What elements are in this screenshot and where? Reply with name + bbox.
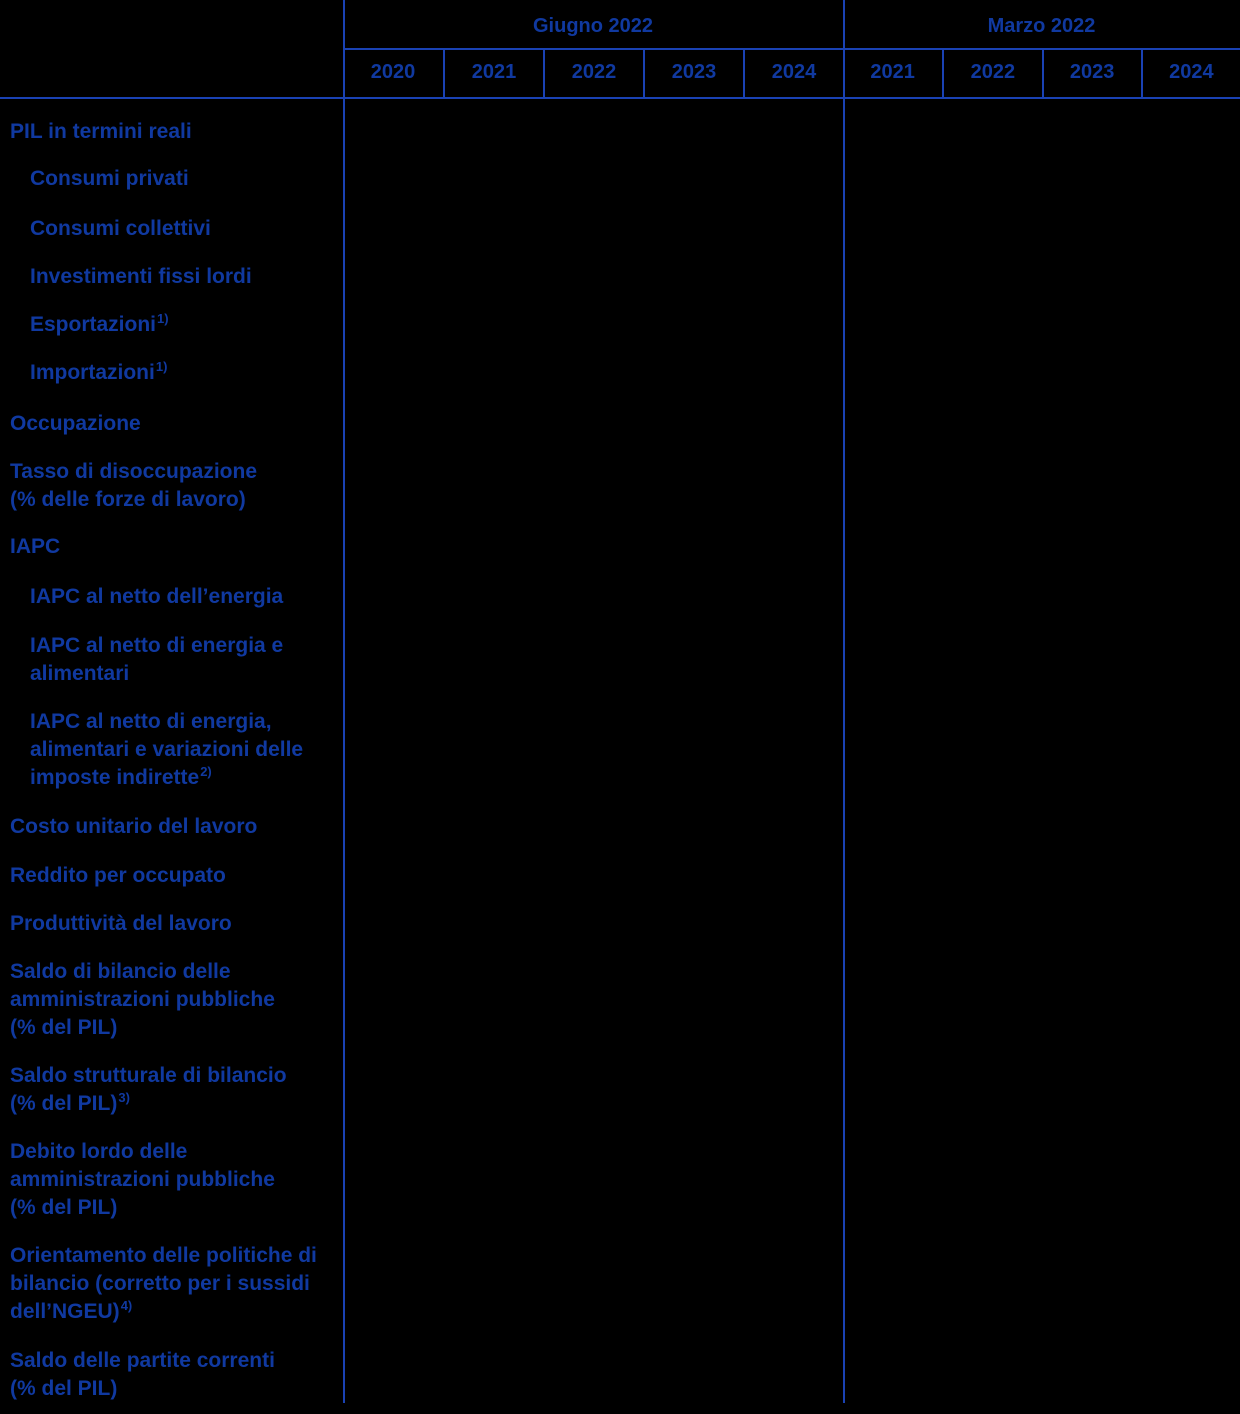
row-label-line: (% del PIL)$^{3)}$	[10, 1090, 130, 1115]
row-label-line: IAPC al netto dell’energia	[30, 585, 284, 608]
row-label	[10, 458, 257, 514]
row-label-line: Consumi collettivi	[30, 217, 211, 240]
row-label-line: PIL in termini reali	[10, 120, 192, 143]
row-label-line: amministrazioni pubbliche	[10, 988, 275, 1011]
year-header-marzo-2021: 2021	[870, 61, 915, 83]
row-label-line: IAPC al netto di energia,	[30, 710, 272, 733]
row-label-line: IAPC	[10, 535, 61, 558]
row-label	[10, 410, 141, 438]
row-label	[10, 1347, 275, 1403]
header-bottom-rule	[0, 97, 1240, 99]
row-label-line: imposte indirette$^{2)}$	[30, 764, 212, 789]
row-label-line: (% del PIL)	[10, 1196, 118, 1219]
year-header-giugno-2023: 2023	[643, 48, 743, 97]
row-label	[30, 311, 169, 341]
row-label-line: Reddito per occupato	[10, 864, 226, 887]
row-label	[10, 1062, 287, 1120]
row-label-line: Costo unitario del lavoro	[10, 815, 258, 838]
footnote-superscript: 1)	[155, 359, 168, 374]
row-label-line: (% del PIL)	[10, 1016, 118, 1039]
row-label	[10, 910, 232, 938]
row-label	[30, 708, 303, 794]
footnote-superscript: 1)	[157, 311, 169, 326]
row-label	[10, 1242, 317, 1328]
row-label	[10, 958, 275, 1042]
row-label-line: Importazioni$^{1)}$	[30, 359, 168, 384]
footnote-superscript: 3)	[118, 1090, 130, 1105]
row-label-line: Tasso di disoccupazione	[10, 460, 257, 483]
row-label	[10, 1138, 275, 1222]
row-label	[10, 862, 226, 890]
row-label	[30, 632, 283, 688]
row-label-line: Investimenti fissi lordi	[30, 265, 252, 288]
year-header-giugno-2020: 2020	[370, 61, 416, 83]
row-label-line: IAPC al netto di energia e	[30, 634, 284, 657]
year-header-giugno-2024: 2024	[743, 48, 843, 97]
row-label-line: Orientamento delle politiche di	[10, 1244, 317, 1267]
row-label-line: Produttività del lavoro	[10, 912, 232, 935]
row-label-line: Occupazione	[10, 412, 141, 435]
footnote-superscript: 4)	[120, 1298, 133, 1313]
row-label	[30, 359, 167, 389]
row-label-line: (% del PIL)	[10, 1377, 118, 1400]
footnote-superscript: 2)	[200, 764, 212, 779]
row-label-line: Consumi privati	[30, 167, 189, 190]
row-label-line: Esportazioni$^{1)}$	[30, 311, 169, 336]
marzo-block-divider-line	[843, 0, 845, 1403]
row-label-line: (% delle forze di lavoro)	[10, 488, 246, 511]
giugno-block-divider-line	[343, 0, 345, 1403]
row-label	[10, 533, 60, 561]
column-group-label-giugno-2022: Giugno 2022	[532, 15, 654, 37]
row-label	[30, 215, 211, 243]
row-label-line: alimentari e variazioni delle	[30, 738, 304, 761]
row-label	[30, 263, 252, 291]
row-label-line: alimentari	[30, 662, 130, 685]
row-label-line: Saldo delle partite correnti	[10, 1349, 275, 1372]
row-label	[10, 813, 257, 841]
year-header-giugno-2022: 2022	[543, 48, 643, 97]
row-label	[30, 165, 189, 193]
year-header-marzo-2022: 2022	[942, 48, 1041, 97]
row-label	[10, 118, 192, 146]
row-label-line: amministrazioni pubbliche	[10, 1168, 275, 1191]
column-group-label-marzo-2022: Marzo 2022	[987, 15, 1096, 37]
row-label-line: Saldo strutturale di bilancio	[10, 1064, 287, 1087]
row-label-line: Debito lordo delle	[10, 1140, 188, 1163]
row-label-line: Saldo di bilancio delle	[10, 960, 231, 983]
year-header-giugno-2021: 2021	[443, 48, 543, 97]
year-header-marzo-2023: 2023	[1042, 48, 1141, 97]
year-header-marzo-2024: 2024	[1141, 48, 1240, 97]
row-label-line: bilancio (corretto per i sussidi	[10, 1272, 310, 1295]
row-label	[30, 583, 283, 611]
row-label-line: dell’NGEU)$^{4)}$	[10, 1298, 133, 1323]
